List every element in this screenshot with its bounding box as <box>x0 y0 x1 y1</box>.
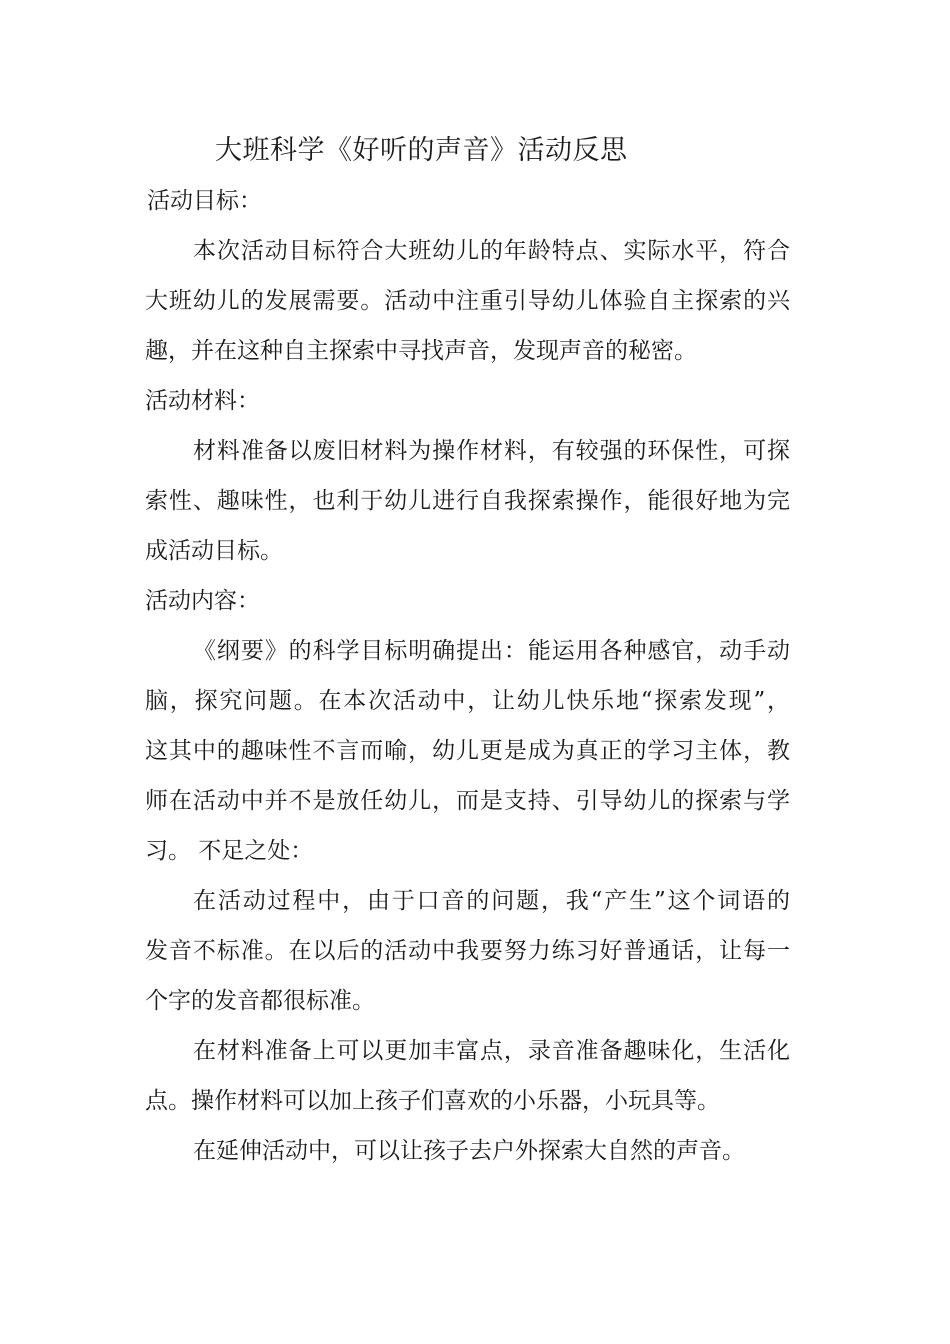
section-heading-materials: 活动材料： <box>145 388 260 414</box>
section-heading-content: 活动内容： <box>145 588 260 614</box>
paragraph-line: 趣，并在这种自主探索中寻找声音，发现声音的秘密。 <box>145 338 697 364</box>
paragraph-line: 成活动目标。 <box>145 538 283 564</box>
paragraph-line: 这其中的趣味性不言而喻，幼儿更是成为真正的学习主体，教 <box>145 738 790 764</box>
paragraph-line: 师在活动中并不是放任幼儿，而是支持、引导幼儿的探索与学 <box>145 788 790 814</box>
paragraph-line: 在材料准备上可以更加丰富点，录音准备趣味化，生活化 <box>193 1038 790 1064</box>
paragraph-line: 大班幼儿的发展需要。活动中注重引导幼儿体验自主探索的兴 <box>145 288 790 314</box>
section-heading-shortcomings: 习。 不足之处： <box>145 838 314 864</box>
paragraph-line: 脑，探究问题。在本次活动中，让幼儿快乐地“探索发现”， <box>145 688 790 714</box>
paragraph-line: 《纲要》的科学目标明确提出：能运用各种感官，动手动 <box>193 638 790 664</box>
paragraph-line: 在延伸活动中，可以让孩子去户外探索大自然的声音。 <box>193 1138 745 1164</box>
document-title: 大班科学《好听的声音》活动反思 <box>215 135 628 166</box>
section-heading-goals: 活动目标： <box>147 188 262 214</box>
paragraph-line: 发音不标准。在以后的活动中我要努力练习好普通话，让每一 <box>145 938 790 964</box>
paragraph-line: 个字的发音都很标准。 <box>145 988 375 1014</box>
paragraph-line: 在活动过程中，由于口音的问题，我“产生”这个词语的 <box>193 888 790 914</box>
paragraph-line: 本次活动目标符合大班幼儿的年龄特点、实际水平，符合 <box>193 238 790 264</box>
paragraph-line: 点。操作材料可以加上孩子们喜欢的小乐器，小玩具等。 <box>145 1088 720 1114</box>
paragraph-line: 材料准备以废旧材料为操作材料，有较强的环保性，可探 <box>193 438 790 464</box>
paragraph-line: 索性、趣味性，也利于幼儿进行自我探索操作，能很好地为完 <box>145 488 790 514</box>
